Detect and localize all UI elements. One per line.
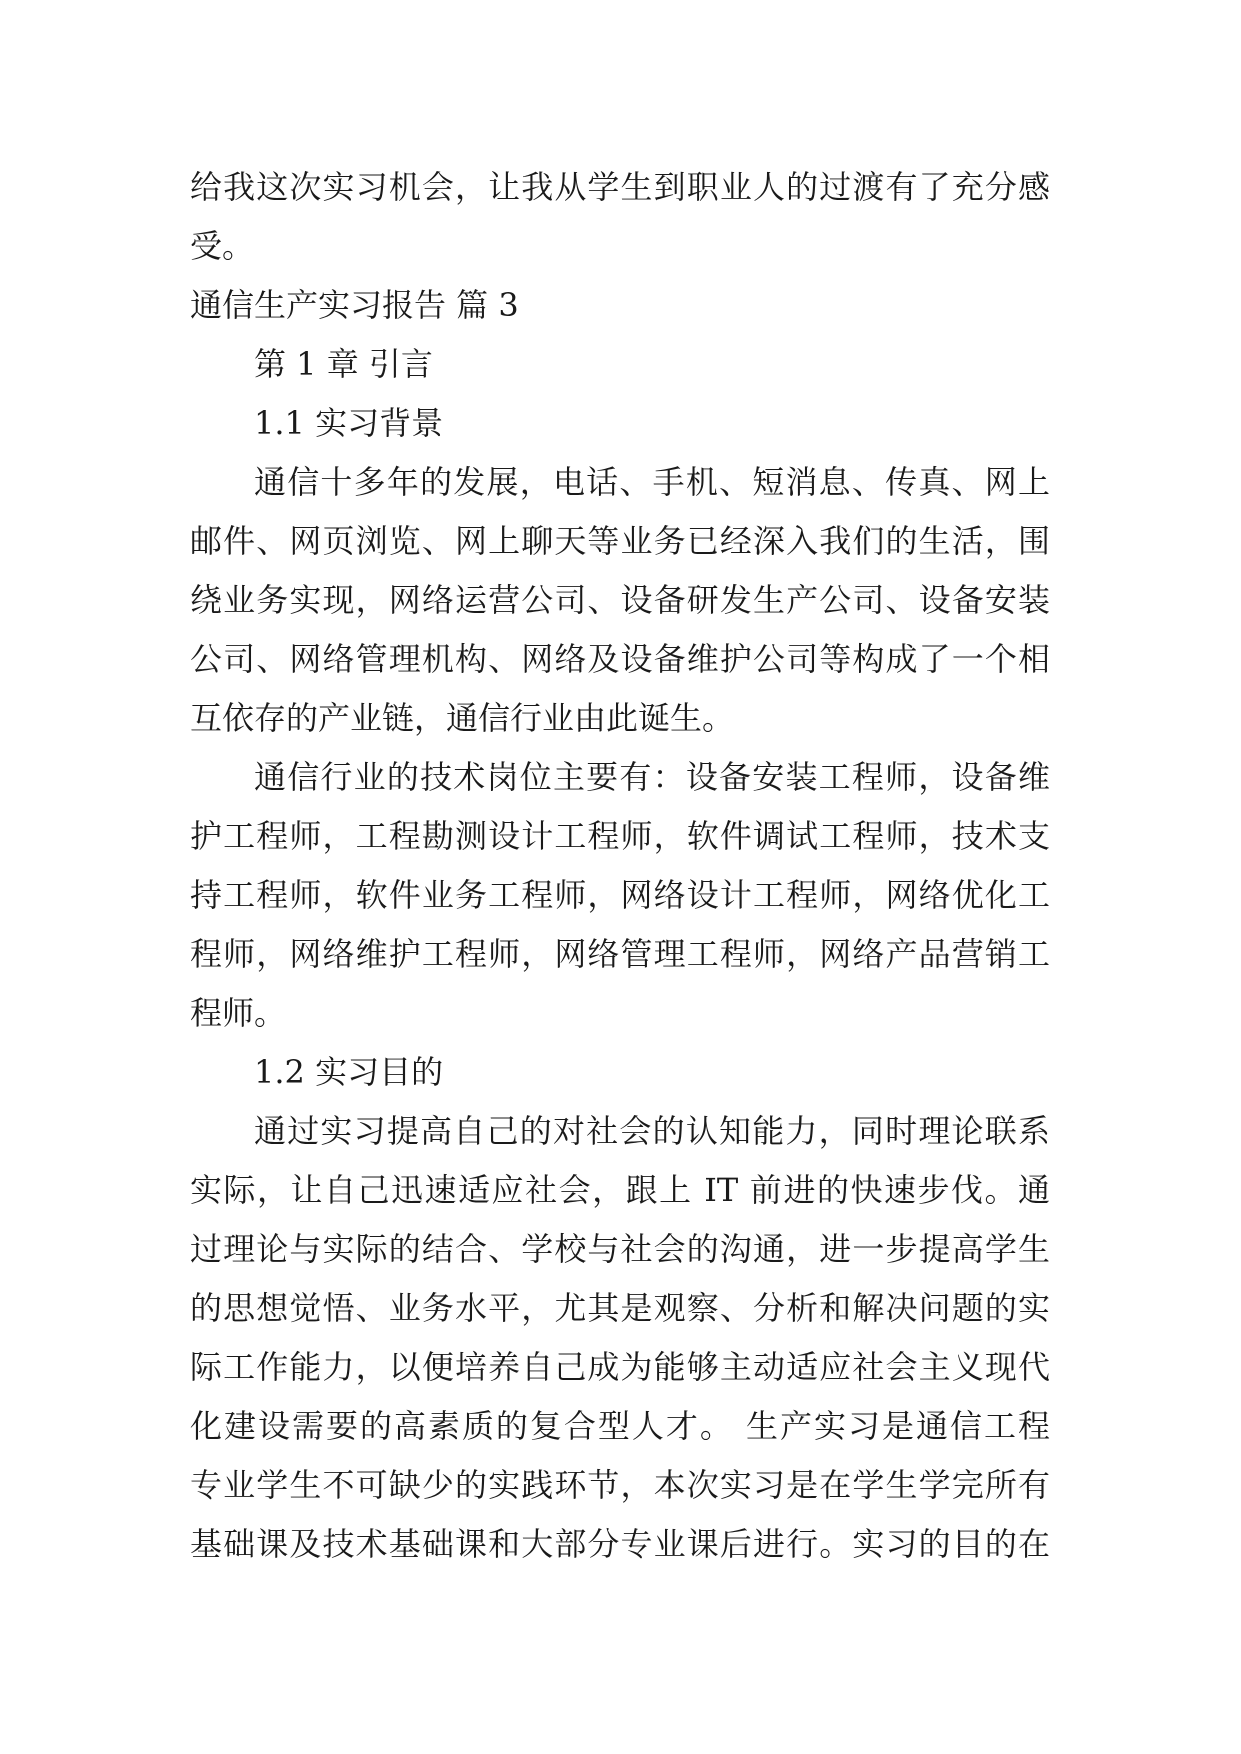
body-text-line: 际工作能力，以便培养自己成为能够主动适应社会主义现代 (190, 1348, 1050, 1386)
body-text-line: 受。 (190, 227, 255, 265)
subsection-heading: 1.1 实习背景 (254, 404, 444, 442)
subsection-heading: 1.2 实习目的 (254, 1053, 444, 1091)
body-text-line: 化建设需要的高素质的复合型人才。 生产实习是通信工程 (190, 1407, 1050, 1445)
body-text-line: 的思想觉悟、业务水平，尤其是观察、分析和解决问题的实 (190, 1289, 1050, 1327)
body-text-line: 给我这次实习机会，让我从学生到职业人的过渡有了充分感 (190, 168, 1050, 206)
body-text-line: 通信十多年的发展，电话、手机、短消息、传真、网上 (254, 463, 1050, 501)
body-text-line: 护工程师，工程勘测设计工程师，软件调试工程师，技术支 (190, 817, 1050, 855)
body-text-line: 程师。 (190, 994, 287, 1032)
body-text-line: 基础课及技术基础课和大部分专业课后进行。实习的目的在 (190, 1525, 1050, 1563)
body-text-line: 通信行业的技术岗位主要有：设备安装工程师，设备维 (254, 758, 1050, 796)
chapter-heading: 第 1 章 引言 (254, 345, 433, 383)
body-text-line: 过理论与实际的结合、学校与社会的沟通，进一步提高学生 (190, 1230, 1050, 1268)
body-text-line: 邮件、网页浏览、网上聊天等业务已经深入我们的生活，围 (190, 522, 1050, 560)
body-text-line: 绕业务实现，网络运营公司、设备研发生产公司、设备安装 (190, 581, 1050, 619)
body-text-line: 互依存的产业链，通信行业由此诞生。 (190, 699, 735, 737)
body-text-line: 程师，网络维护工程师，网络管理工程师，网络产品营销工 (190, 935, 1050, 973)
body-text-line: 公司、网络管理机构、网络及设备维护公司等构成了一个相 (190, 640, 1050, 678)
body-text-line: 持工程师，软件业务工程师，网络设计工程师，网络优化工 (190, 876, 1050, 914)
document-page (190, 158, 1050, 1574)
body-text-line: 通过实习提高自己的对社会的认知能力，同时理论联系 (254, 1112, 1050, 1150)
section-heading: 通信生产实习报告 篇 3 (190, 286, 519, 324)
body-text-line: 专业学生不可缺少的实践环节，本次实习是在学生学完所有 (190, 1466, 1050, 1504)
body-text-line: 实际，让自己迅速适应社会，跟上 IT 前进的快速步伐。通 (190, 1171, 1050, 1209)
